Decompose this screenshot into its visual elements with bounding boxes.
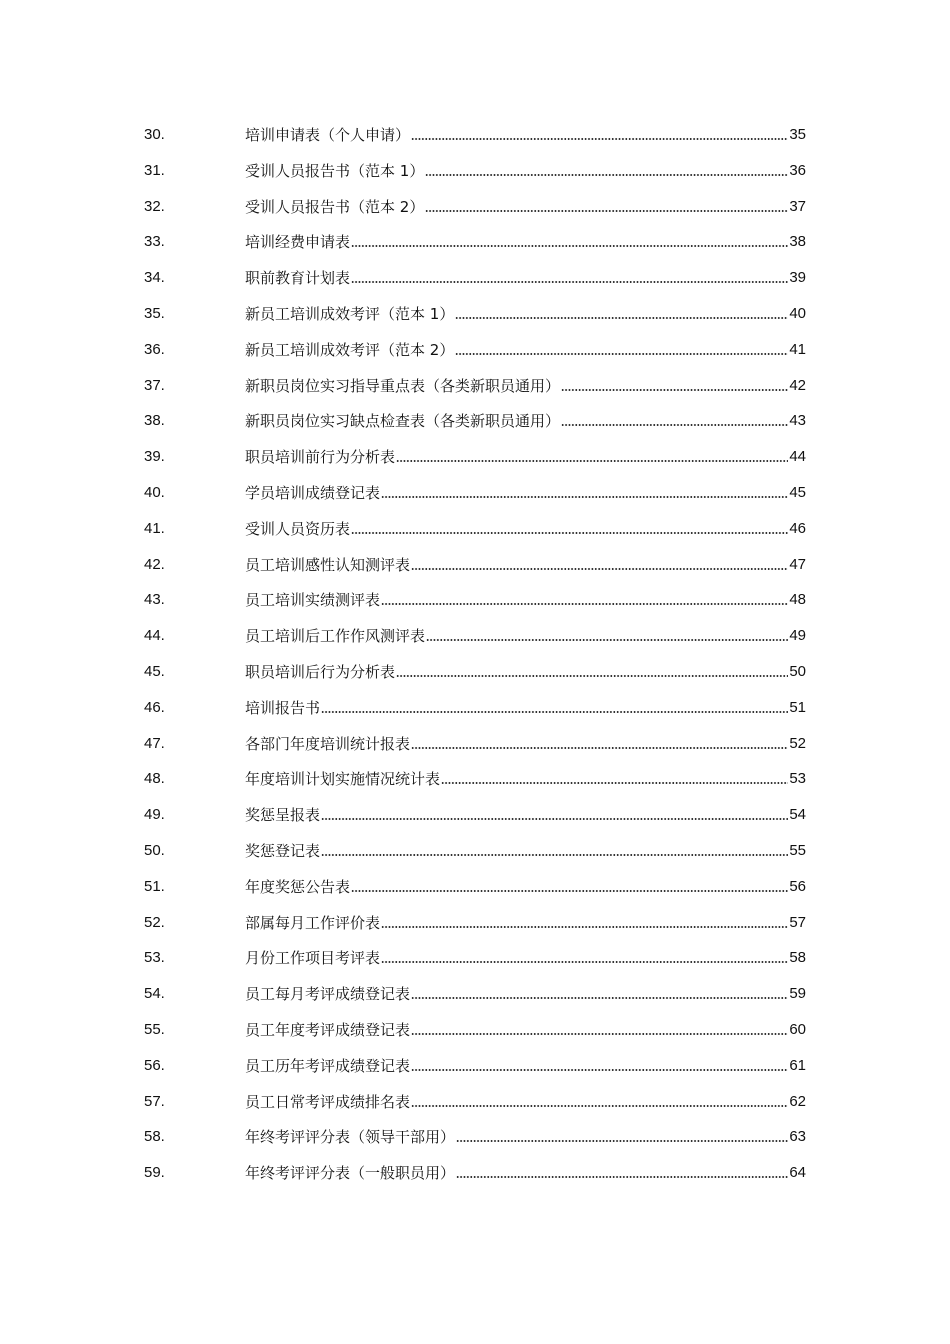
toc-entry-title: 新员工培训成效考评（范本 2） [245, 340, 455, 359]
toc-entry[interactable] [0, 224, 950, 260]
dot-leader [411, 1032, 788, 1036]
toc-entry-page-number: 38 [789, 233, 806, 251]
toc-entry-title: 员工每月考评成绩登记表 [245, 985, 411, 1004]
toc-entry-title: 奖惩登记表 [245, 841, 321, 860]
toc-entry-number: 57. [144, 1092, 165, 1110]
toc-entry-line [245, 841, 806, 861]
toc-entry-page-number: 61 [789, 1056, 806, 1074]
toc-entry-number: 35. [144, 304, 165, 322]
toc-entry-page-number: 64 [789, 1164, 806, 1182]
toc-entry-number: 38. [144, 412, 165, 430]
toc-entry-page-number: 46 [789, 519, 806, 537]
toc-entry-line [245, 555, 806, 575]
dot-leader [381, 925, 788, 929]
toc-entry-title: 员工培训感性认知测评表 [245, 555, 411, 574]
toc-entry-title: 月份工作项目考评表 [245, 949, 381, 968]
toc-entry-page-number: 41 [789, 340, 806, 358]
toc-entry-line [245, 483, 806, 503]
toc-entry-line [245, 376, 806, 396]
toc-entry-number: 52. [144, 913, 165, 931]
dot-leader [321, 853, 788, 857]
toc-entry-number: 41. [144, 519, 165, 537]
toc-entry-title: 培训报告书 [245, 698, 321, 717]
toc-entry-title: 员工年度考评成绩登记表 [245, 1020, 411, 1039]
dot-leader [351, 244, 788, 248]
toc-entry-page-number: 62 [789, 1092, 806, 1110]
toc-entry-page-number: 57 [789, 913, 806, 931]
toc-entry[interactable] [0, 761, 950, 797]
toc-entry-line [245, 268, 806, 288]
toc-entry-number: 50. [144, 841, 165, 859]
toc-entry-title: 员工日常考评成绩排名表 [245, 1092, 411, 1111]
toc-entry[interactable] [0, 368, 950, 404]
dot-leader [425, 209, 788, 213]
dot-leader [351, 531, 788, 535]
toc-entry[interactable] [0, 618, 950, 654]
toc-entry-number: 53. [144, 949, 165, 967]
toc-entry[interactable] [0, 189, 950, 225]
toc-entry-title: 新职员岗位实习指导重点表（各类新职员通用） [245, 376, 561, 395]
toc-entry[interactable] [0, 547, 950, 583]
toc-entry-page-number: 42 [789, 376, 806, 394]
dot-leader [351, 280, 788, 284]
toc-entry-page-number: 47 [789, 555, 806, 573]
dot-leader [411, 746, 788, 750]
toc-entry[interactable] [0, 726, 950, 762]
dot-leader [455, 316, 788, 320]
toc-entry-number: 55. [144, 1020, 165, 1038]
toc-entry-line [245, 447, 806, 467]
toc-entry-line [245, 662, 806, 682]
toc-entry-title: 受训人员资历表 [245, 519, 351, 538]
toc-entry-line [245, 948, 806, 968]
toc-entry-line [245, 1020, 806, 1040]
toc-entry-line [245, 1127, 806, 1147]
toc-entry-title: 各部门年度培训统计报表 [245, 734, 411, 753]
dot-leader [411, 1068, 788, 1072]
toc-entry-number: 45. [144, 662, 165, 680]
toc-entry-line [245, 698, 806, 718]
toc-entry-line [245, 411, 806, 431]
toc-entry-title: 年终考评评分表（一般职员用） [245, 1164, 456, 1183]
toc-entry[interactable] [0, 690, 950, 726]
toc-entry-page-number: 37 [789, 197, 806, 215]
toc-entry-title: 职员培训后行为分析表 [245, 662, 396, 681]
toc-entry-page-number: 51 [789, 698, 806, 716]
dot-leader [441, 781, 788, 785]
toc-entry-number: 47. [144, 734, 165, 752]
toc-entry-number: 36. [144, 340, 165, 358]
dot-leader [425, 173, 788, 177]
dot-leader [561, 388, 788, 392]
toc-entry-number: 37. [144, 376, 165, 394]
toc-entry-page-number: 45 [789, 483, 806, 501]
toc-entry-page-number: 36 [789, 161, 806, 179]
toc-entry-number: 59. [144, 1164, 165, 1182]
dot-leader [411, 137, 788, 141]
toc-entry-line [245, 161, 806, 181]
toc-entry-title: 学员培训成绩登记表 [245, 483, 381, 502]
toc-entry-number: 31. [144, 161, 165, 179]
dot-leader [381, 960, 788, 964]
toc-entry-line [245, 1056, 806, 1076]
toc-entry-line [245, 913, 806, 933]
toc-entry-page-number: 44 [789, 448, 806, 466]
toc-entry[interactable] [0, 153, 950, 189]
dot-leader [381, 495, 788, 499]
toc-entry[interactable] [0, 1119, 950, 1155]
toc-entry[interactable] [0, 475, 950, 511]
toc-entry-number: 49. [144, 806, 165, 824]
toc-entry-title: 新职员岗位实习缺点检查表（各类新职员通用） [245, 412, 561, 431]
toc-entry[interactable] [0, 1084, 950, 1120]
toc-entry-line [245, 125, 806, 145]
toc-entry[interactable] [0, 332, 950, 368]
toc-entry[interactable] [0, 582, 950, 618]
dot-leader [456, 1139, 788, 1143]
toc-entry-title: 职前教育计划表 [245, 269, 351, 288]
toc-entry-page-number: 43 [789, 412, 806, 430]
toc-entry[interactable] [0, 940, 950, 976]
toc-entry-page-number: 53 [789, 770, 806, 788]
toc-entry-line [245, 769, 806, 789]
toc-entry-line [245, 232, 806, 252]
toc-entry[interactable] [0, 439, 950, 475]
table-of-contents [0, 117, 950, 1191]
toc-entry-number: 56. [144, 1056, 165, 1074]
toc-entry-page-number: 49 [789, 627, 806, 645]
toc-entry-page-number: 40 [789, 304, 806, 322]
dot-leader [455, 352, 788, 356]
dot-leader [321, 710, 788, 714]
dot-leader [426, 638, 788, 642]
toc-entry-line [245, 877, 806, 897]
toc-entry-title: 员工培训实绩测评表 [245, 591, 381, 610]
toc-entry-page-number: 56 [789, 877, 806, 895]
toc-entry-page-number: 48 [789, 591, 806, 609]
toc-entry[interactable] [0, 1012, 950, 1048]
toc-entry[interactable] [0, 905, 950, 941]
toc-entry-page-number: 52 [789, 734, 806, 752]
toc-entry-number: 42. [144, 555, 165, 573]
toc-entry-number: 58. [144, 1128, 165, 1146]
toc-entry-title: 受训人员报告书（范本 1） [245, 161, 425, 180]
toc-entry-title: 年度培训计划实施情况统计表 [245, 770, 441, 789]
dot-leader [396, 459, 788, 463]
toc-entry[interactable] [0, 1048, 950, 1084]
toc-entry-number: 44. [144, 627, 165, 645]
toc-entry-title: 新员工培训成效考评（范本 1） [245, 304, 455, 323]
toc-entry-page-number: 55 [789, 841, 806, 859]
toc-entry[interactable] [0, 296, 950, 332]
toc-entry-title: 年度奖惩公告表 [245, 877, 351, 896]
toc-entry-number: 46. [144, 698, 165, 716]
dot-leader [351, 889, 788, 893]
toc-entry-title: 培训经费申请表 [245, 233, 351, 252]
toc-entry-line [245, 197, 806, 217]
dot-leader [411, 996, 788, 1000]
toc-entry-title: 员工历年考评成绩登记表 [245, 1056, 411, 1075]
toc-entry-number: 40. [144, 483, 165, 501]
toc-entry-line [245, 1092, 806, 1112]
toc-entry-page-number: 60 [789, 1020, 806, 1038]
toc-entry-title: 职员培训前行为分析表 [245, 448, 396, 467]
toc-entry[interactable] [0, 869, 950, 905]
toc-entry-line [245, 626, 806, 646]
dot-leader [561, 423, 788, 427]
toc-entry-title: 部属每月工作评价表 [245, 913, 381, 932]
toc-entry-title: 受训人员报告书（范本 2） [245, 197, 425, 216]
toc-entry-line [245, 590, 806, 610]
toc-entry[interactable] [0, 1155, 950, 1191]
dot-leader [381, 602, 788, 606]
dot-leader [411, 1104, 788, 1108]
toc-entry-page-number: 50 [789, 662, 806, 680]
toc-entry-number: 39. [144, 448, 165, 466]
toc-entry-line [245, 304, 806, 324]
toc-entry-line [245, 734, 806, 754]
toc-entry-number: 54. [144, 985, 165, 1003]
toc-entry[interactable] [0, 511, 950, 547]
toc-entry-number: 32. [144, 197, 165, 215]
toc-entry-number: 48. [144, 770, 165, 788]
toc-entry[interactable] [0, 260, 950, 296]
toc-entry-title: 培训申请表（个人申请） [245, 126, 411, 144]
toc-entry-line [245, 1163, 806, 1183]
toc-entry-line [245, 805, 806, 825]
toc-entry[interactable] [0, 117, 950, 153]
toc-entry-page-number: 58 [789, 949, 806, 967]
toc-entry-number: 33. [144, 233, 165, 251]
toc-entry-number: 34. [144, 269, 165, 287]
toc-entry-number: 30. [144, 126, 165, 143]
dot-leader [456, 1175, 788, 1179]
toc-entry-number: 43. [144, 591, 165, 609]
toc-entry-number: 51. [144, 877, 165, 895]
toc-entry[interactable] [0, 654, 950, 690]
toc-entry-title: 年终考评评分表（领导干部用） [245, 1128, 456, 1147]
toc-entry-line [245, 340, 806, 360]
toc-entry-title: 员工培训后工作作风测评表 [245, 627, 426, 646]
toc-entry[interactable] [0, 797, 950, 833]
toc-entry[interactable] [0, 833, 950, 869]
toc-entry[interactable] [0, 403, 950, 439]
toc-entry-page-number: 54 [789, 806, 806, 824]
toc-entry-page-number: 35 [789, 126, 806, 143]
toc-entry-page-number: 59 [789, 985, 806, 1003]
dot-leader [321, 817, 788, 821]
toc-entry-page-number: 39 [789, 269, 806, 287]
toc-entry[interactable] [0, 976, 950, 1012]
dot-leader [396, 674, 788, 678]
toc-entry-line [245, 984, 806, 1004]
toc-entry-title: 奖惩呈报表 [245, 806, 321, 825]
dot-leader [411, 567, 788, 571]
toc-entry-page-number: 63 [789, 1128, 806, 1146]
toc-entry-line [245, 519, 806, 539]
